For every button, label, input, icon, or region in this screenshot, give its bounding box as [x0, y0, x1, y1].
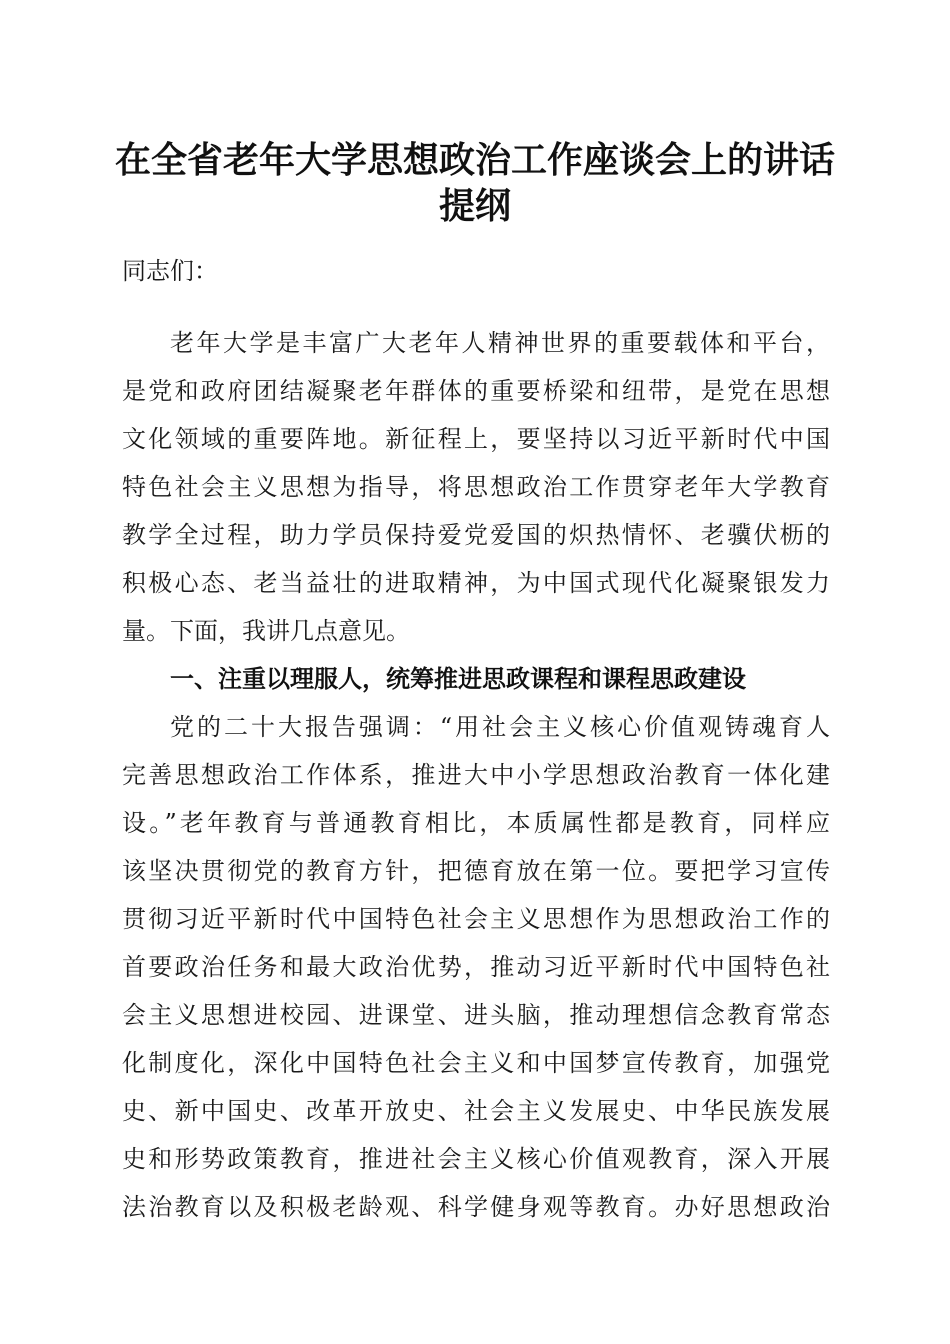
paragraph-2-line: 首要政治任务和最大政治优势，推动习近平新时代中国特色社 [122, 953, 830, 981]
paragraph-1-line: 教学全过程，助力学员保持爱党爱国的炽热情怀、老骥伏枥的 [122, 521, 830, 549]
paragraph-2-line: 史、新中国史、改革开放史、社会主义发展史、中华民族发展 [122, 1097, 830, 1125]
paragraph-1-line: 积极心态、老当益壮的进取精神，为中国式现代化凝聚银发力 [122, 569, 830, 597]
paragraph-2-line: 完善思想政治工作体系，推进大中小学思想政治教育一体化建 [122, 761, 830, 789]
paragraph-1-line: 文化领域的重要阵地。新征程上，要坚持以习近平新时代中国 [122, 425, 830, 453]
document-title-line-2: 提纲 [438, 185, 511, 227]
paragraph-1-line: 是党和政府团结凝聚老年群体的重要桥梁和纽带，是党在思想 [122, 377, 830, 405]
paragraph-1-line: 量。下面，我讲几点意见。 [122, 617, 410, 645]
paragraph-2-line: 法治教育以及积极老龄观、科学健身观等教育。办好思想政治 [122, 1193, 830, 1221]
section-heading-1: 一、注重以理服人，统筹推进思政课程和课程思政建设 [170, 665, 746, 693]
paragraph-2-line: 设。”老年教育与普通教育相比，本质属性都是教育，同样应 [122, 809, 830, 837]
salutation: 同志们： [122, 257, 218, 285]
paragraph-2-line: 贯彻习近平新时代中国特色社会主义思想作为思想政治工作的 [122, 905, 830, 933]
paragraph-2-line: 史和形势政策教育，推进社会主义核心价值观教育，深入开展 [122, 1145, 830, 1173]
paragraph-1-line: 老年大学是丰富广大老年人精神世界的重要载体和平台， [170, 329, 830, 357]
paragraph-1-line: 特色社会主义思想为指导，将思想政治工作贯穿老年大学教育 [122, 473, 830, 501]
paragraph-2-line: 党的二十大报告强调：“用社会主义核心价值观铸魂育人 [170, 713, 830, 741]
paragraph-2-line: 会主义思想进校园、进课堂、进头脑，推动理想信念教育常态 [122, 1001, 830, 1029]
paragraph-2-line: 该坚决贯彻党的教育方针，把德育放在第一位。要把学习宣传 [122, 857, 830, 885]
document-title-line-1: 在全省老年大学思想政治工作座谈会上的讲话 [114, 139, 835, 181]
paragraph-2-line: 化制度化，深化中国特色社会主义和中国梦宣传教育，加强党 [122, 1049, 830, 1077]
